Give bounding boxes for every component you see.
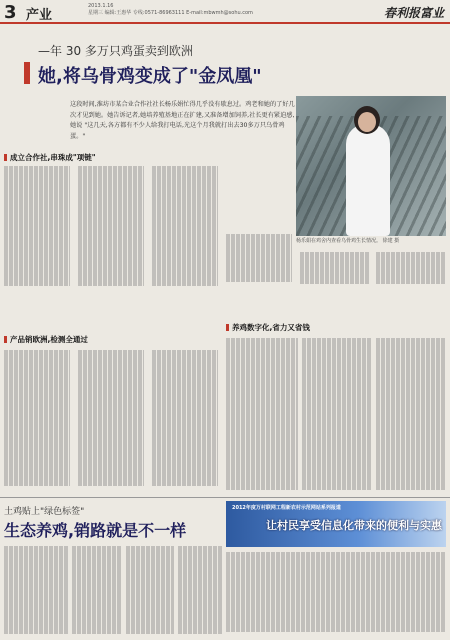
- body-column-9: [152, 350, 218, 492]
- photo-caption: 杨乐娟在鸡舍内查看乌骨鸡生长情况。 徐建 摄: [296, 238, 400, 244]
- body-column-12: [376, 338, 446, 492]
- bottom-headline: 生态养鸡,销路就是不一样: [4, 521, 187, 540]
- bottom-subheadline: 土鸡贴上"绿色标签": [4, 507, 85, 517]
- header-date: 2013.1.16: [88, 3, 114, 9]
- body-column-1: [4, 166, 70, 286]
- paper-logo: 春利报富业: [383, 6, 444, 20]
- page-header: [0, 0, 450, 24]
- bottom-column-4: [178, 546, 222, 636]
- header-editor: 星期三 编辑:王惠华 专线:0571-86963111 E-mail:mbwmh@sohu.com: [88, 10, 253, 16]
- section-title-3: 养鸡数字化,省力又省钱: [226, 322, 310, 333]
- photo-face: [358, 112, 376, 132]
- body-column-10: [226, 338, 298, 492]
- main-photo: [296, 96, 446, 236]
- body-column-5: [300, 252, 370, 286]
- bottom-column-3: [126, 546, 174, 636]
- ad-main-text: 让村民享受信息化带来的便利与实惠: [266, 519, 442, 532]
- advertisement-banner: [226, 501, 446, 547]
- body-column-3: [152, 166, 218, 286]
- bottom-column-2: [72, 546, 122, 636]
- section-divider: [0, 497, 450, 498]
- main-subheadline: —年 30 多万只鸡蛋卖到欧洲: [38, 44, 193, 58]
- header-meta: [88, 3, 253, 17]
- main-headline: 她,将乌骨鸡变成了"金凤凰": [38, 66, 262, 87]
- section-title-1: 成立合作社,串珠成"项链": [4, 152, 96, 163]
- body-column-6: [376, 252, 446, 286]
- body-column-8: [78, 350, 144, 492]
- page-number: 3: [4, 2, 17, 23]
- section-title-2: 产品销欧洲,检测全通过: [4, 334, 88, 345]
- ad-top-text: 2012年度万村联网工程新农村示范网站系列报道: [232, 505, 341, 511]
- section-label: 产业: [26, 8, 53, 23]
- body-column-4: [226, 234, 292, 286]
- photo-person: [346, 124, 390, 236]
- headline-accent: [24, 62, 30, 84]
- body-column-2: [78, 166, 144, 286]
- ad-body-text: [226, 552, 446, 636]
- lead-paragraph: 这段时间,淮坊市某合业合作社社长杨乐娟忙得几乎没有歇息过。鸡老和她的了好几次才见到她。她告诉记者,她培养殖基地正在扩建,又准备增加饲养,社长更有紧迫感,她说 "这几天,各方都有不少人给我打电话,光这个月我就打出去30多万只乌骨鸡蛋。": [70, 101, 295, 140]
- bottom-column-1: [4, 546, 68, 636]
- body-column-7: [4, 350, 70, 492]
- body-column-11: [302, 338, 372, 492]
